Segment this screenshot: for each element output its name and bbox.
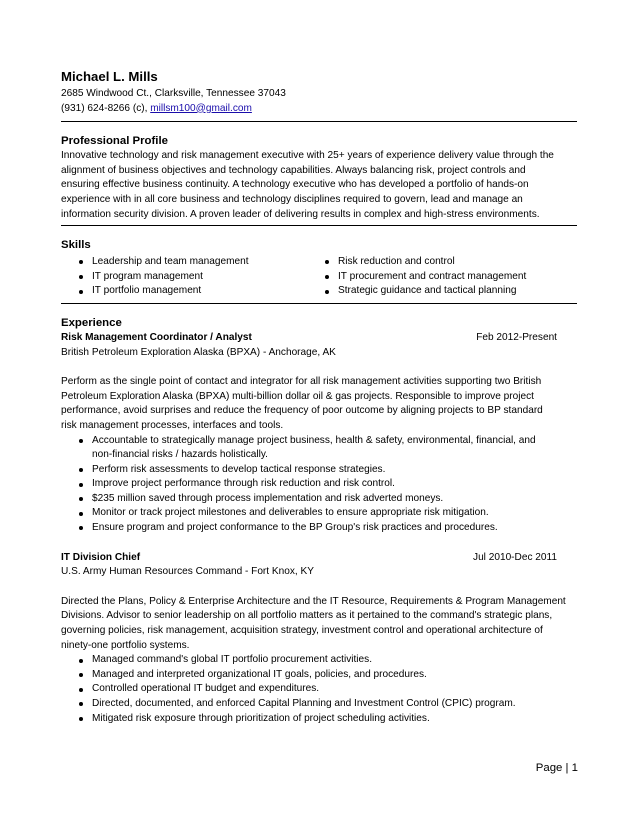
bullet-line: Directed, documented, and enforced Capital Planning and Investment Control (CPIC) program. <box>92 698 516 709</box>
bullet-line: Managed and interpreted organizational IT goals, policies, and procedures. <box>92 668 427 680</box>
text-line: Petroleum Exploration Alaska (BPXA) multi-billion dollar oil & gas projects. Responsible to improve project <box>61 390 534 402</box>
bullet-item <box>78 682 577 697</box>
bullet-item <box>78 506 577 521</box>
job-organization: U.S. Army Human Resources Command - Fort Knox, KY <box>61 566 314 578</box>
bullet-line: Ensure program and project conformance to the BP Group's risk practices and procedures. <box>92 522 498 534</box>
bullet-line: Controlled operational IT budget and expenditures. <box>92 683 320 695</box>
skills-columns <box>61 255 577 299</box>
job-bullets <box>61 434 577 536</box>
bullet-item <box>78 434 577 463</box>
bullet-line: Improve project performance through risk reduction and risk control. <box>92 478 395 490</box>
bullet-item <box>78 492 577 507</box>
profile-text <box>61 149 577 222</box>
divider <box>61 225 577 226</box>
job-dates: Jul 2010-Dec 2011 <box>473 551 557 563</box>
job-entry <box>61 331 577 536</box>
section-heading-experience: Experience <box>61 316 122 329</box>
phone: (931) 624-8266 (c), <box>61 102 151 114</box>
bullet-item <box>78 521 577 536</box>
section-heading-skills: Skills <box>61 239 91 252</box>
text-line: ensuring effective business continuity. A technology executive who has developed a portfolio of hands-on <box>61 179 529 191</box>
text-line: Innovative technology and risk management executive with 25+ years of experience delivery value through the <box>61 150 554 162</box>
skills-left-column <box>61 255 323 299</box>
bullet-line: Accountable to strategically manage project business, health & safety, environmental, financial, and <box>92 434 536 446</box>
divider <box>61 121 577 122</box>
bullet-item <box>78 697 577 712</box>
address: 2685 Windwood Ct., Clarksville, Tennessee 37043 <box>61 88 286 99</box>
bullet-item <box>78 653 577 668</box>
bullet-line: Mitigated risk exposure through prioritization of project scheduling activities. <box>92 712 430 724</box>
email-link[interactable]: millsm100@gmail.com <box>150 102 252 114</box>
text-line: ninety-one portfolio systems. <box>61 639 190 651</box>
text-line: experience with in all core business and technology disciplines required to govern, lead and manage an <box>61 193 523 205</box>
experience-section <box>61 316 577 726</box>
skills-right-column <box>323 255 526 299</box>
text-line: information security division. A proven leader of delivering results in complex and high-stress environments. <box>61 208 540 220</box>
applicant-name: Michael L. Mills <box>61 69 158 84</box>
divider <box>61 303 577 304</box>
skills-section <box>61 238 577 299</box>
job-entry <box>61 551 577 727</box>
bullet-line: Perform risk assessments to develop tactical response strategies. <box>92 463 386 475</box>
skill-item: Leadership and team management <box>78 255 323 270</box>
skill-item: Risk reduction and control <box>324 255 526 270</box>
text-line: risk management processes, interfaces and tools. <box>61 419 284 431</box>
job-summary <box>61 375 577 433</box>
text-line: governing policies, risk management, acquisition strategy, investment control and operational architecture of <box>61 625 543 637</box>
skill-item: IT program management <box>78 270 323 285</box>
skill-item: IT procurement and contract management <box>324 270 526 285</box>
bullet-line: non-financial risks / hazards holistically. <box>92 449 268 461</box>
bullet-line: Monitor or track project milestones and deliverables to ensure appropriate risk mitigation. <box>92 507 489 519</box>
page-number: Page | 1 <box>535 762 578 774</box>
bullet-line: $235 million saved through process implementation and risk adverted moneys. <box>92 492 444 504</box>
job-dates: Feb 2012-Present <box>476 331 557 343</box>
contact-header <box>61 68 577 116</box>
bullet-item <box>78 712 577 727</box>
job-title: Risk Management Coordinator / Analyst <box>61 331 252 343</box>
bullet-item <box>78 668 577 683</box>
profile-section <box>61 134 577 222</box>
bullet-item <box>78 463 577 478</box>
bullet-item <box>78 477 577 492</box>
phone-email-line <box>61 102 577 117</box>
job-title: IT Division Chief <box>61 551 141 563</box>
text-line: alignment of business objectives and technology capabilities. Always balancing risk, project controls and <box>61 164 526 176</box>
resume-content <box>61 68 577 726</box>
text-line: performance, avoid surprises and reduce the frequency of poor outcome by aligning projects to BP standard <box>61 405 543 417</box>
section-heading-profile: Professional Profile <box>61 135 168 148</box>
job-bullets <box>61 653 577 726</box>
skill-item: Strategic guidance and tactical planning <box>324 284 526 299</box>
job-organization: British Petroleum Exploration Alaska (BPXA) - Anchorage, AK <box>61 346 336 358</box>
bullet-line: Managed command's global IT portfolio procurement activities. <box>92 654 373 666</box>
text-line: Divisions. Advisor to senior leadership on all portfolio matters as it pertained to the command's strategic plans, <box>61 610 553 622</box>
text-line: Perform as the single point of contact and integrator for all risk management activities supporting two British <box>61 376 542 388</box>
job-header <box>61 551 577 566</box>
skill-item: IT portfolio management <box>78 284 323 299</box>
job-header <box>61 331 577 346</box>
job-summary <box>61 595 577 653</box>
text-line: Directed the Plans, Policy & Enterprise Architecture and the IT Resource, Requirements & Program Management <box>61 595 566 607</box>
